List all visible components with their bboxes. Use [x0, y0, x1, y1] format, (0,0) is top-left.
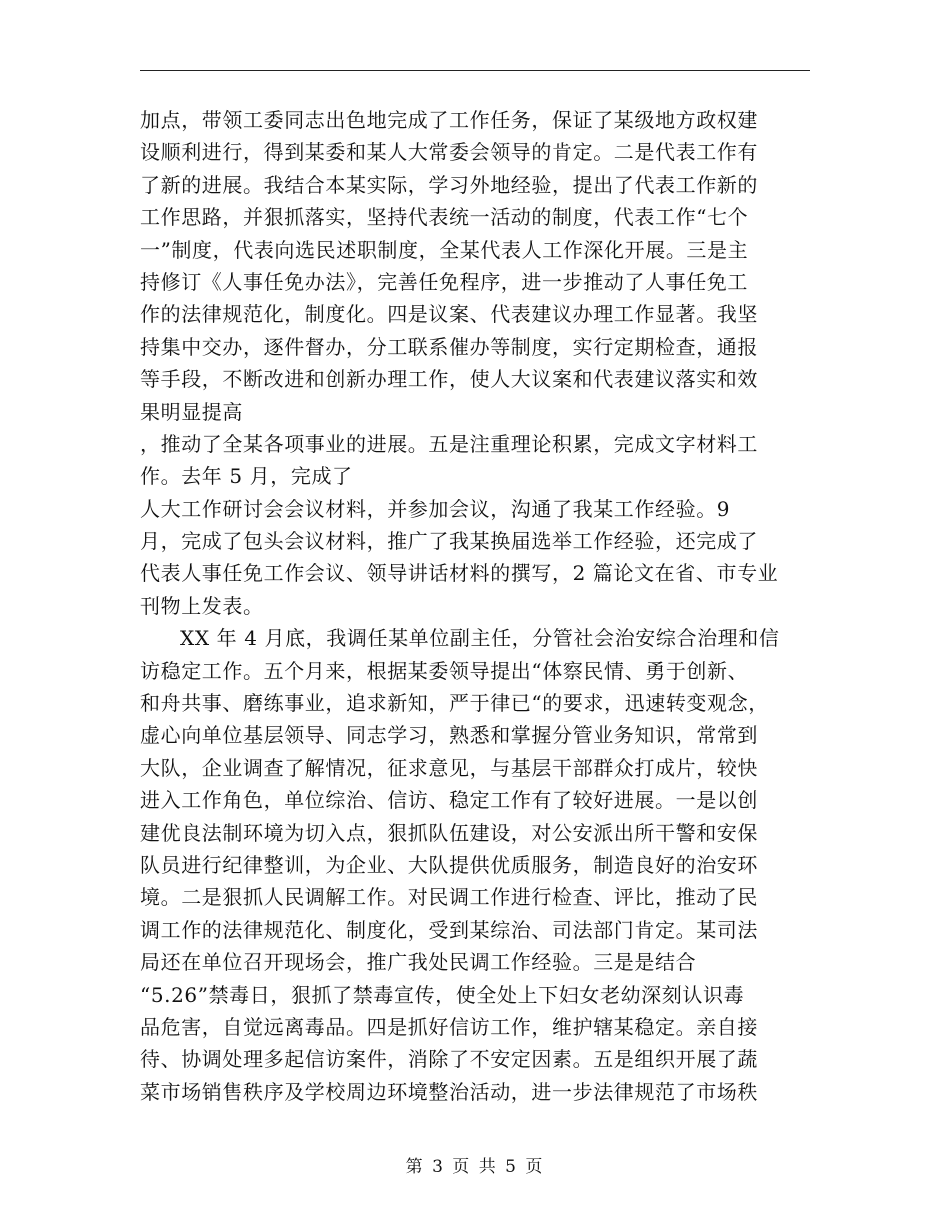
text-line: 持修订《人事任免办法》，完善任免程序，进一步推动了人事任免工: [140, 269, 748, 294]
text-line: 局还在单位召开现场会，推广我处民调工作经验。三是是结合: [140, 950, 697, 975]
text-line: 访稳定工作。五个月来，根据某委领导提出“体察民情、勇于创新、: [140, 658, 749, 683]
text-line: 代表人事任免工作会议、领导讲话材料的撰写，2 篇论文在省、市专业: [140, 561, 779, 586]
text-line: 果明显提高: [140, 399, 243, 424]
text-line: 了新的进展。我结合本某实际，学习外地经验，提出了代表工作新的: [140, 172, 758, 197]
text-line: 虚心向单位基层领导、同志学习，熟悉和掌握分管业务知识，常常到: [140, 723, 758, 748]
text-line: 和舟共事、磨练事业，追求新知，严于律已“的要求，迅速转变观念，: [140, 691, 769, 716]
text-line: 品危害，自觉远离毒品。四是抓好信访工作，维护辖某稳定。亲自接: [140, 1014, 758, 1039]
body-text: [140, 104, 820, 1108]
text-line: 等手段，不断改进和创新办理工作，使人大议案和代表建议落实和效: [140, 367, 758, 392]
text-line: 调工作的法律规范化、制度化，受到某综治、司法部门肯定。某司法: [140, 917, 758, 942]
text-line: 一”制度，代表向选民述职制度，全某代表人工作深化开展。三是主: [140, 237, 749, 262]
text-line: 菜市场销售秩序及学校周边环境整治活动，进一步法律规范了市场秩: [140, 1079, 758, 1104]
text-line: 进入工作角色，单位综治、信访、稳定工作有了较好进展。一是以创: [140, 788, 758, 813]
text-line: 大队，企业调查了解情况，征求意见，与基层干部群众打成片，较快: [140, 755, 758, 780]
text-line: 人大工作研讨会会议材料，并参加会议，沟通了我某工作经验。9: [140, 496, 731, 521]
text-line: 作的法律规范化，制度化。四是议案、代表建议办理工作显著。我坚: [140, 302, 758, 327]
header-rule: [140, 70, 810, 71]
text-line: 工作思路，并狠抓落实，坚持代表统一活动的制度，代表工作“七个: [140, 205, 749, 230]
text-line: 建优良法制环境为切入点，狠抓队伍建设，对公安派出所干警和安保: [140, 820, 758, 845]
text-line: 加点，带领工委同志出色地完成了工作任务，保证了某级地方政权建: [140, 108, 758, 132]
text-line: ，推动了全某各项事业的进展。五是注重理论积累，完成文字材料工: [140, 431, 758, 456]
text-line: 作。去年 5 月，完成了: [140, 464, 353, 489]
text-line: 队员进行纪律整训，为企业、大队提供优质服务，制造良好的治安环: [140, 852, 758, 877]
text-line: 待、协调处理多起信访案件，消除了不安定因素。五是组织开展了蔬: [140, 1047, 758, 1072]
text-line: “5.26”禁毒日，狠抓了禁毒宣传，使全处上下妇女老幼深刻认识毒: [140, 982, 745, 1007]
page-number-footer: 第 3 页 共 5 页: [405, 1157, 545, 1177]
text-line: 设顺利进行，得到某委和某人大常委会领导的肯定。二是代表工作有: [140, 140, 758, 165]
text-line: 持集中交办，逐件督办，分工联系催办等制度，实行定期检查，通报: [140, 334, 758, 359]
text-line: 月，完成了包头会议材料，推广了我某换届选举工作经验，还完成了: [140, 529, 758, 554]
text-line: 境。二是狠抓人民调解工作。对民调工作进行检查、评比，推动了民: [140, 885, 758, 910]
paragraph-start-line: XX 年 4 月底，我调任某单位副主任，分管社会治安综合治理和信: [180, 626, 780, 651]
text-line: 刊物上发表。: [140, 593, 264, 618]
